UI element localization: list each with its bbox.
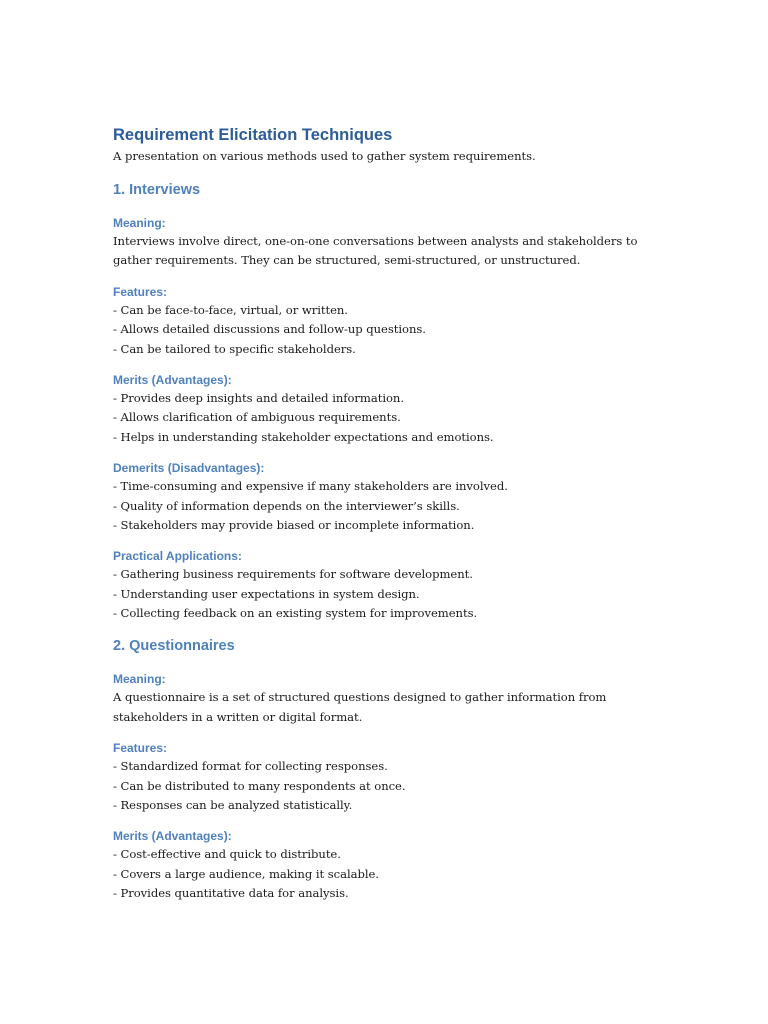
section-heading-interviews: 1. Interviews — [113, 182, 201, 198]
interviews-applications-item: - Understanding user expectations in system design. — [113, 586, 420, 601]
interviews-demerits-item: - Quality of information depends on the interviewer’s skills. — [113, 498, 460, 513]
interviews-merits-block — [113, 371, 673, 447]
interviews-features-item: - Can be face-to-face, virtual, or written. — [113, 302, 348, 317]
questionnaires-features-item: - Can be distributed to many respondents at once. — [113, 778, 406, 793]
section-questionnaires — [113, 636, 673, 903]
interviews-meaning-block — [113, 214, 673, 271]
interviews-merits-label: Merits (Advantages): — [113, 372, 232, 387]
section-interviews — [113, 180, 673, 623]
questionnaires-merits-block — [113, 827, 673, 903]
document-page — [113, 124, 673, 904]
questionnaires-features-label: Features: — [113, 741, 168, 756]
section-heading-questionnaires: 2. Questionnaires — [113, 638, 235, 655]
questionnaires-merits-label: Merits (Advantages): — [113, 829, 232, 844]
questionnaires-meaning-line: A questionnaire is a set of structured questions designed to gather information from — [113, 690, 607, 705]
questionnaires-merits-item: - Provides quantitative data for analysis. — [113, 886, 349, 901]
interviews-applications-item: - Gathering business requirements for software development. — [113, 567, 473, 582]
document-subtitle: A presentation on various methods used to gather system requirements. — [113, 149, 536, 163]
interviews-features-label: Features: — [113, 284, 168, 299]
interviews-demerits-block — [113, 459, 673, 535]
interviews-meaning-line: Interviews involve direct, one-on-one conversations between analysts and stakeholders to — [113, 234, 638, 248]
questionnaires-meaning-label: Meaning: — [113, 672, 166, 687]
interviews-meaning-line: gather requirements. They can be structured, semi-structured, or unstructured. — [113, 253, 581, 268]
document-title: Requirement Elicitation Techniques — [113, 126, 393, 144]
interviews-demerits-item: - Stakeholders may provide biased or incomplete information. — [113, 517, 475, 532]
questionnaires-features-item: - Responses can be analyzed statistically. — [113, 798, 353, 813]
interviews-applications-block — [113, 547, 673, 623]
interviews-meaning-label: Meaning: — [113, 216, 166, 230]
interviews-applications-label: Practical Applications: — [113, 549, 242, 564]
interviews-demerits-label: Demerits (Disadvantages): — [113, 461, 265, 476]
questionnaires-meaning-block — [113, 670, 673, 727]
interviews-merits-item: - Provides deep insights and detailed information. — [113, 390, 404, 405]
questionnaires-features-item: - Standardized format for collecting responses. — [113, 759, 388, 774]
questionnaires-merits-item: - Covers a large audience, making it scalable. — [113, 866, 379, 881]
interviews-features-block — [113, 283, 673, 359]
interviews-features-item: - Can be tailored to specific stakeholders. — [113, 341, 356, 356]
interviews-features-item: - Allows detailed discussions and follow-up questions. — [113, 322, 426, 337]
interviews-demerits-item: - Time-consuming and expensive if many stakeholders are involved. — [113, 479, 508, 494]
interviews-merits-item: - Helps in understanding stakeholder expectations and emotions. — [113, 429, 494, 444]
questionnaires-merits-item: - Cost-effective and quick to distribute. — [113, 847, 341, 862]
interviews-applications-item: - Collecting feedback on an existing system for improvements. — [113, 606, 478, 621]
questionnaires-features-block — [113, 739, 673, 815]
questionnaires-meaning-line: stakeholders in a written or digital format. — [113, 709, 363, 724]
interviews-merits-item: - Allows clarification of ambiguous requirements. — [113, 410, 401, 425]
